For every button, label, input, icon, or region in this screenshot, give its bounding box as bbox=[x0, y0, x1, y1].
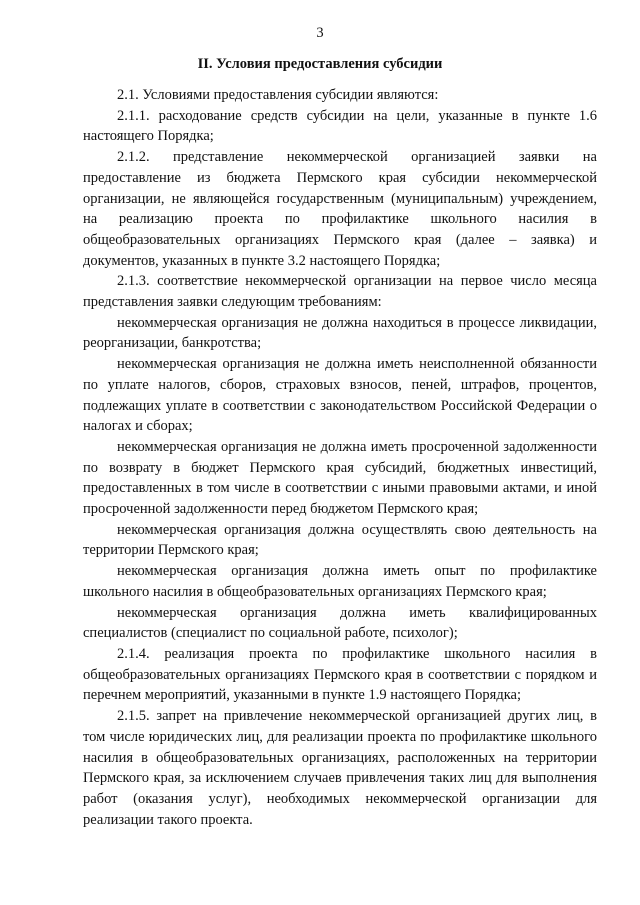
page-number: 3 bbox=[316, 25, 324, 41]
paragraph-2-1-1: 2.1.1. расходование средств субсидии на цели, указанные в пункте 1.6 настоящего Порядка; bbox=[83, 107, 597, 145]
paragraph-2-1-4: 2.1.4. реализация проекта по профилактике школьного насилия в общеобразовательных организациях Пермского края в соответствии с порядком и перечнем мероприятий, указанными в пункте 1.9 настоящего Порядка; bbox=[83, 645, 597, 704]
requirement-specialists: некоммерческая организация должна иметь квалифицированных специалистов (специалист по социальной работе, психолог); bbox=[83, 604, 597, 642]
paragraph-2-1-5: 2.1.5. запрет на привлечение некоммерческой организацией других лиц, в том числе юридических лиц, для реализации проекта по профилактике школьного насилия в общеобразовательных организациях, расположенных на территории Пермского края, за исключением случаев привлечения таких лиц для выполнения работ (оказания услуг), необходимых некоммерческой организации для реализации такого проекта. bbox=[83, 708, 597, 828]
requirement-experience: некоммерческая организация должна иметь опыт по профилактике школьного насилия в общеобразовательных организациях Пермского края; bbox=[83, 563, 597, 600]
requirement-territory: некоммерческая организация должна осуществлять свою деятельность на территории Пермского края; bbox=[83, 521, 597, 559]
paragraph-2-1: 2.1. Условиями предоставления субсидии являются: bbox=[117, 87, 439, 103]
section-title: II. Условия предоставления субсидии bbox=[197, 56, 443, 72]
paragraph-2-1-3: 2.1.3. соответствие некоммерческой организации на первое число месяца представления заявки следующим требованиям: bbox=[83, 273, 597, 311]
paragraph-2-1-2: 2.1.2. представление некоммерческой организацией заявки на предоставление из бюджета Пермского края субсидии некоммерческой организации, не являющейся государственным (муниципальным) учреждением, на реализацию проекта по профилактике школьного насилия в общеобразовательных организациях Пермского края (далее – заявка) и документов, указанных в пункте 3.2 настоящего Порядка; bbox=[83, 149, 597, 269]
requirement-no-tax-debt: некоммерческая организация не должна иметь неисполненной обязанности по уплате налогов, сборов, страховых взносов, пеней, штрафов, процентов, подлежащих уплате в соответствии с законодательством Российской Федерации о налогах и сборах; bbox=[83, 356, 597, 435]
document-body bbox=[83, 85, 597, 830]
requirement-no-liquidation: некоммерческая организация не должна находиться в процессе ликвидации, реорганизации, банкротства; bbox=[83, 314, 597, 352]
requirement-no-overdue-debt: некоммерческая организация не должна иметь просроченной задолженности по возврату в бюджет Пермского края субсидий, бюджетных инвестиций, предоставленных в том числе в соответствии с иными правовыми актами, и иной просроченной задолженности перед бюджетом Пермского края; bbox=[83, 438, 597, 518]
